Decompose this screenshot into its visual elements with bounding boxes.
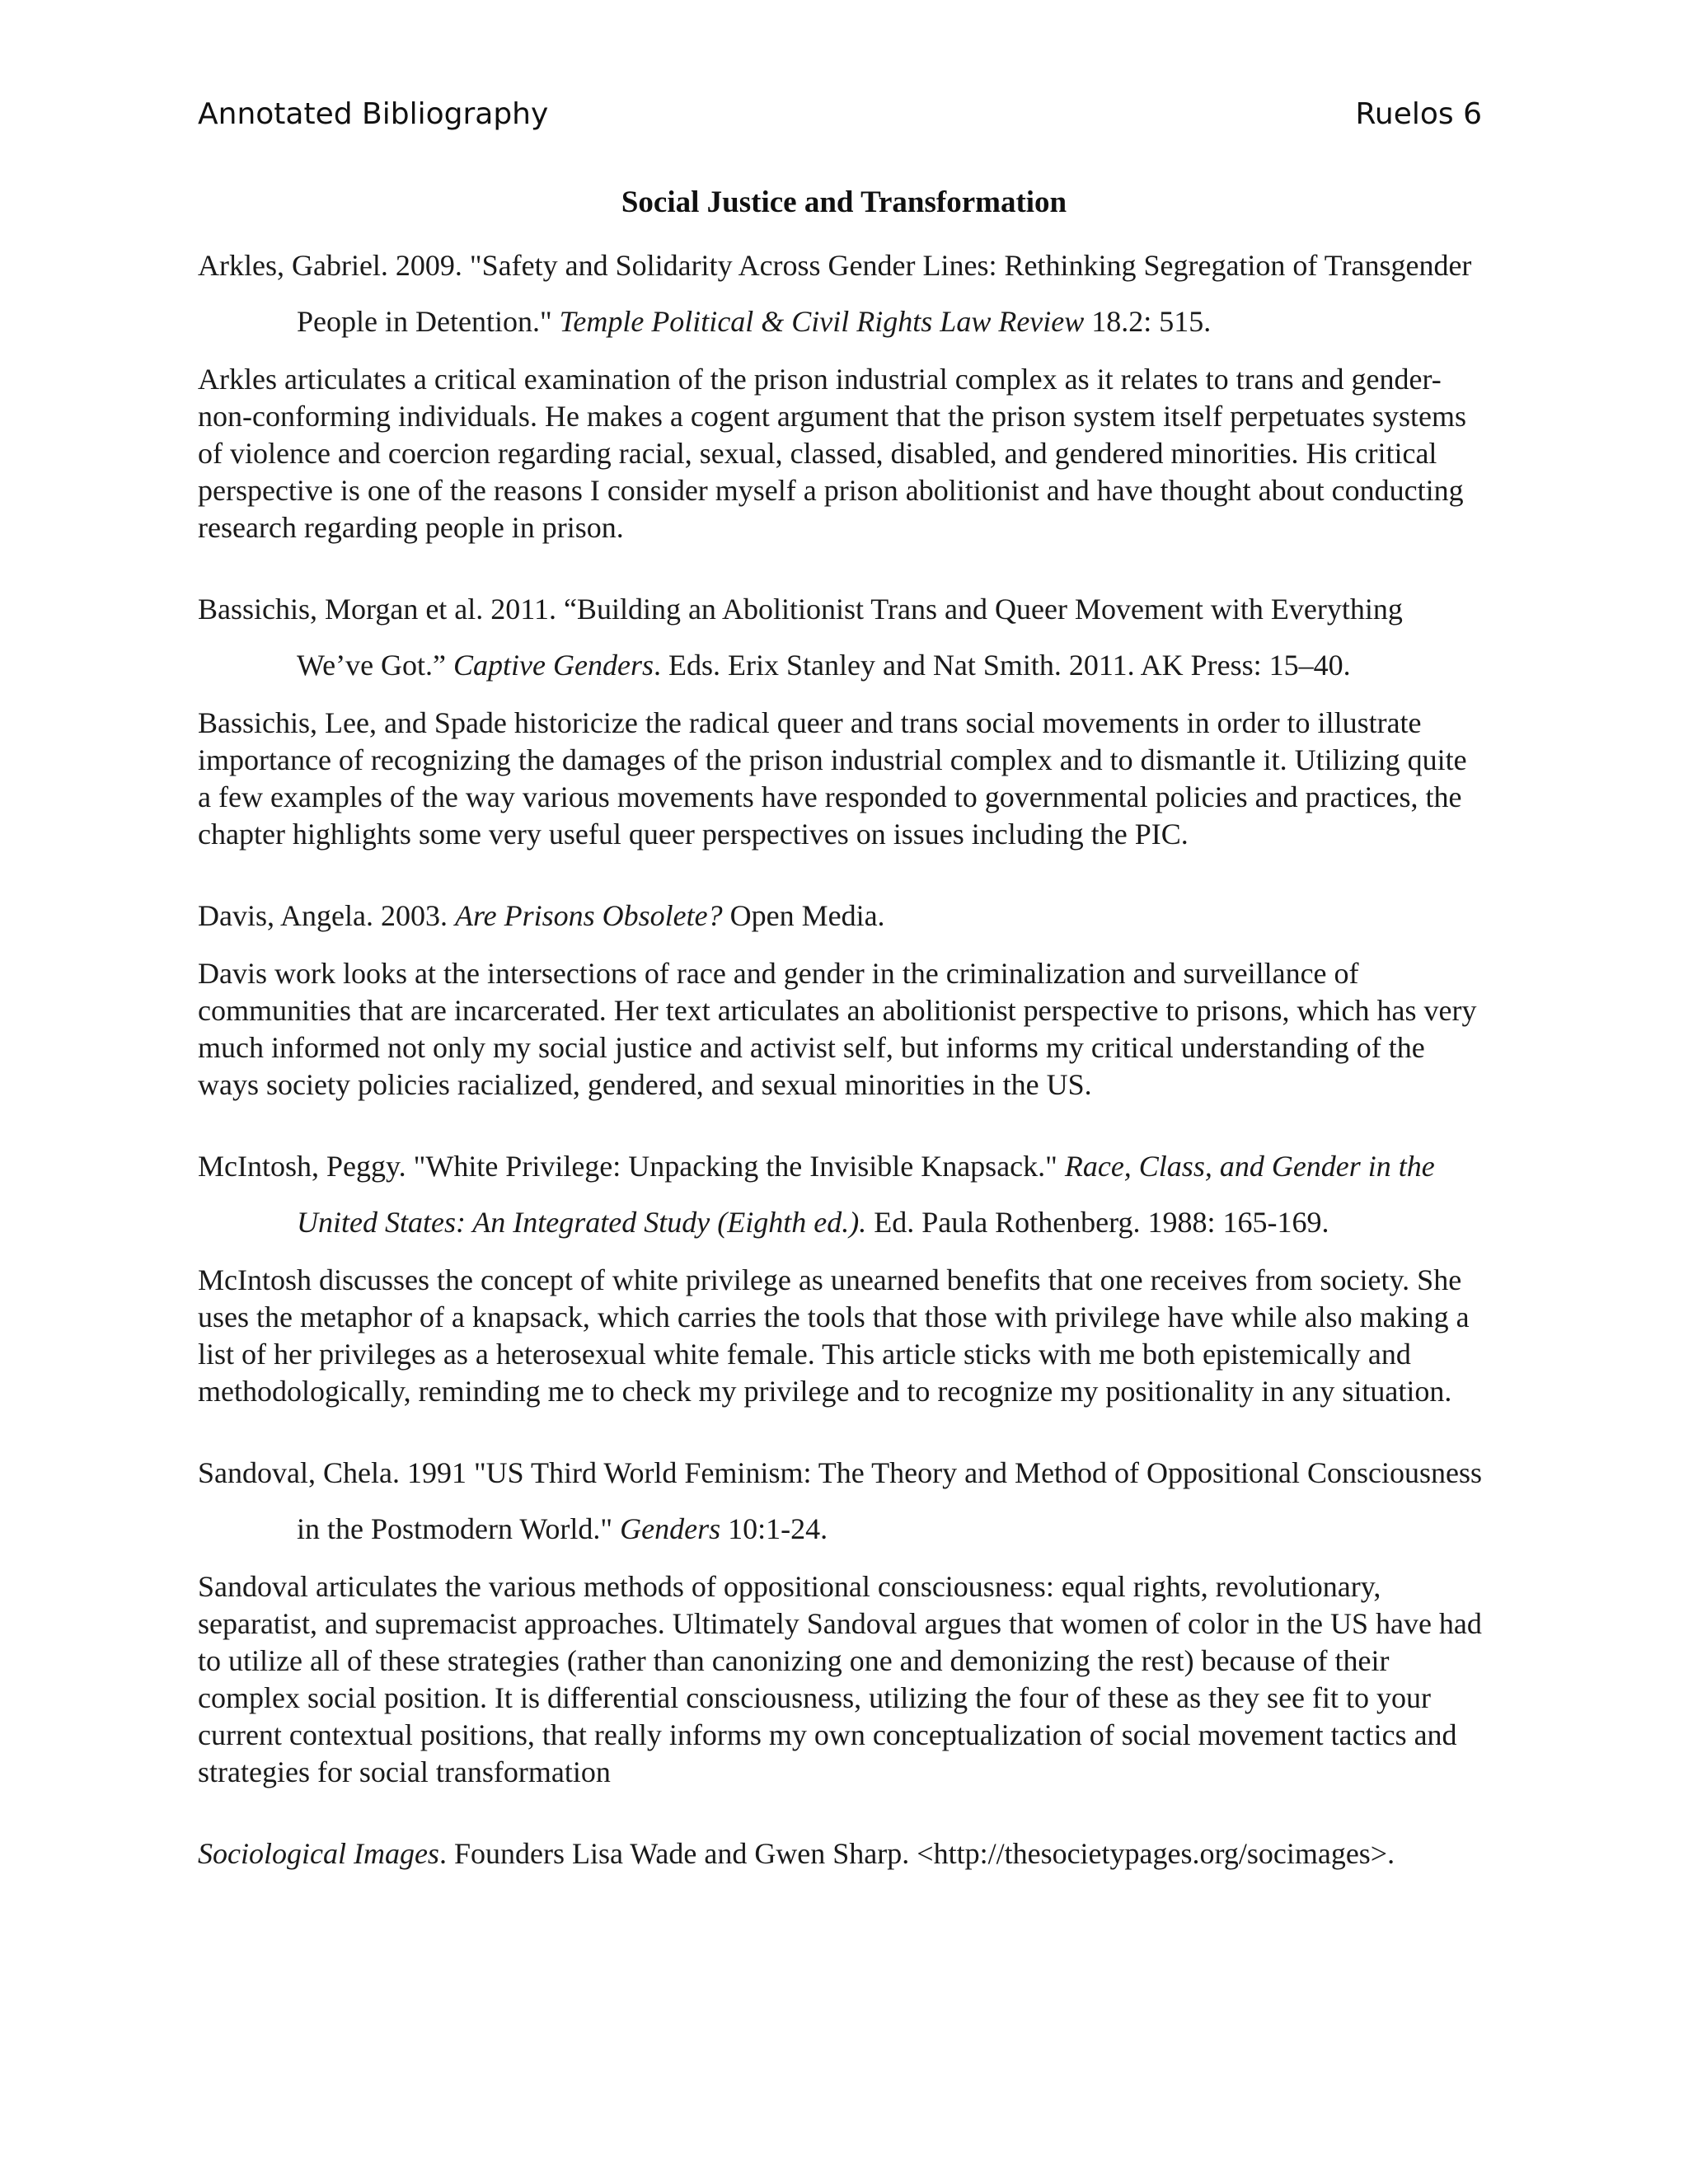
annotation: Sandoval articulates the various methods of oppositional consciousness: equal rights, revolutionary, separatist, and supremacist approaches. Ultimately Sandoval argues that women of color in the US have had to utilize all of these strategies (rather than canonizing one and demonizing the rest) because of their complex social position. It is differential consciousness, utilizing the four of these as they see fit to your current contextual positions, that really informs my own conceptualization of social movement tactics and strategies for social transformation <box>198 1570 1482 1788</box>
citation: Bassichis, Morgan et al. 2011. “Building an Abolitionist Trans and Queer Movement with Everything We’ve Got.” Captive Genders. Eds. Erix Stanley and Nat Smith. 2011. AK Press: 15–40. <box>198 593 1403 682</box>
bibliography-list <box>198 237 1484 1882</box>
publication-title: Genders <box>620 1512 721 1545</box>
running-header <box>198 97 1482 131</box>
publication-title: Captive Genders <box>453 649 654 682</box>
publication-title: Race, Class, and Gender in the United States: An Integrated Study (Eighth ed.). <box>297 1150 1435 1239</box>
citation: Davis, Angela. 2003. Are Prisons Obsolete? Open Media. <box>198 899 885 932</box>
header-title: Annotated Bibliography <box>198 97 549 131</box>
bibliography-entry <box>198 237 1484 546</box>
citation: Sociological Images. Founders Lisa Wade and Gwen Sharp. <http://thesocietypages.org/socimages>. <box>198 1837 1395 1870</box>
section-title: Social Justice and Transformation <box>621 185 1067 219</box>
bibliography-entry <box>198 1138 1484 1410</box>
bibliography-entry <box>198 1825 1484 1882</box>
annotation: Davis work looks at the intersections of race and gender in the criminalization and surveillance of communities that are incarcerated. Her text articulates an abolitionist perspective to prisons, which has very much informed not only my social justice and activist self, but informs my critical understanding of the ways society policies racialized, gendered, and sexual minorities in the US. <box>198 957 1477 1101</box>
publication-title: Are Prisons Obsolete? <box>454 899 723 932</box>
annotation: McIntosh discusses the concept of white privilege as unearned benefits that one receives from society. She uses the metaphor of a knapsack, which carries the tools that those with privilege have while also making a list of her privileges as a heterosexual white female. This article sticks with me both epistemically and methodologically, reminding me to check my privilege and to recognize my positionality in any situation. <box>198 1263 1470 1408</box>
citation: Sandoval, Chela. 1991 "US Third World Feminism: The Theory and Method of Oppositional Consciousness in the Postmodern World." Genders 10:1-24. <box>198 1456 1483 1545</box>
publication-title: Sociological Images <box>198 1837 439 1870</box>
citation: McIntosh, Peggy. "White Privilege: Unpacking the Invisible Knapsack." Race, Class, and Gender in the United States: An Integrated Study (Eighth ed.). Ed. Paula Rothenberg. 1988: 165-169. <box>198 1150 1435 1239</box>
annotation: Arkles articulates a critical examination of the prison industrial complex as it relates to trans and gender-non-conforming individuals. He makes a cogent argument that the prison system itself perpetuates systems of violence and coercion regarding racial, sexual, classed, disabled, and gendered minorities. His critical perspective is one of the reasons I consider myself a prison abolitionist and have thought about conducting research regarding people in prison. <box>198 363 1466 544</box>
header-page-number: Ruelos 6 <box>1355 97 1482 131</box>
annotation: Bassichis, Lee, and Spade historicize the radical queer and trans social movements in order to illustrate importance of recognizing the damages of the prison industrial complex and to dismantle it. Utilizing quite a few examples of the way various movements have responded to governmental policies and practices, the chapter highlights some very useful queer perspectives on issues including the PIC. <box>198 706 1467 851</box>
bibliography-entry <box>198 581 1484 853</box>
publication-title: Temple Political & Civil Rights Law Review <box>559 305 1085 338</box>
bibliography-entry <box>198 888 1484 1104</box>
bibliography-entry <box>198 1445 1484 1791</box>
citation: Arkles, Gabriel. 2009. "Safety and Solidarity Across Gender Lines: Rethinking Segregation of Transgender People in Detention." Temple Political & Civil Rights Law Review 18.2: 515. <box>198 249 1472 338</box>
